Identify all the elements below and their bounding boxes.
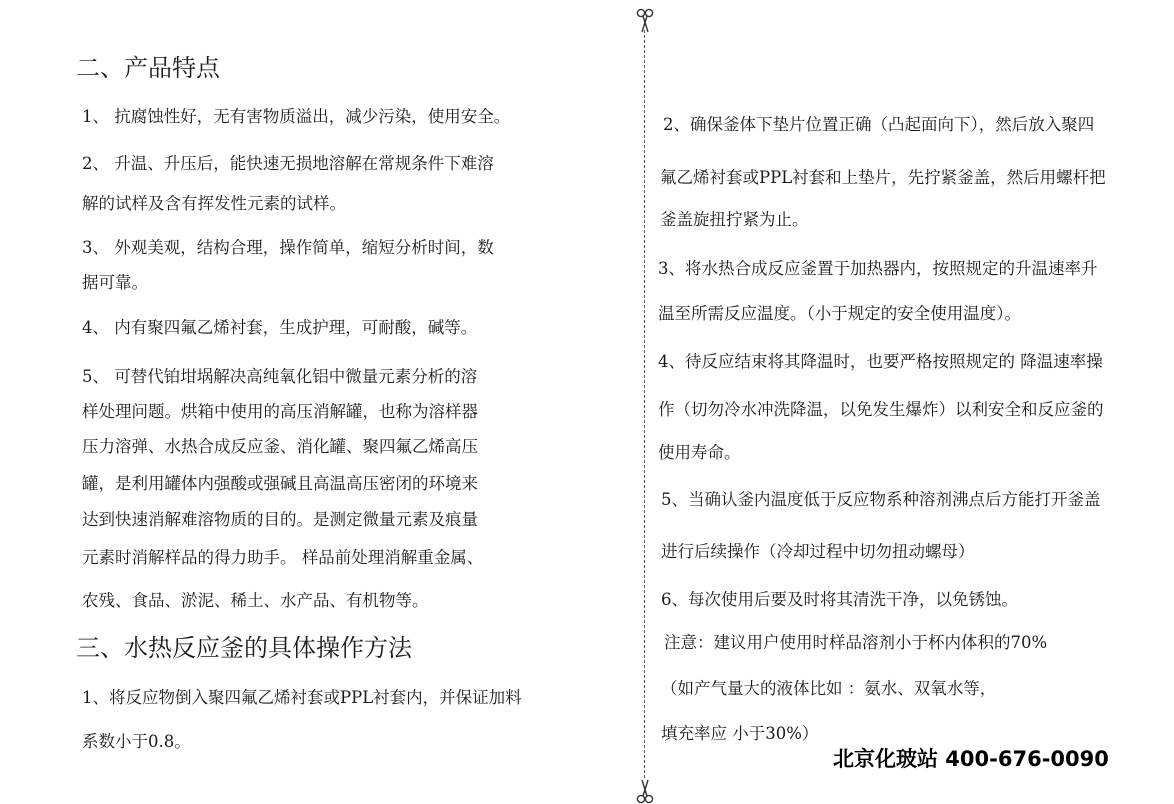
feature-line-5: 5、 可替代铂坩埚解决高纯氧化铝中微量元素分析的溶 <box>82 367 478 386</box>
feature-line-2-cont: 解的试样及含有挥发性元素的试样。 <box>82 194 346 213</box>
note-line-3: 填充率应 小于30%） <box>661 724 819 743</box>
scissors-icon <box>635 778 655 804</box>
feature-line-5-cont-4: 达到快速消解难溶物质的目的。是测定微量元素及痕量 <box>82 510 478 529</box>
feature-line-3-cont: 据可靠。 <box>82 273 148 292</box>
operation-line-3: 3、将水热合成反应釜置于加热器内，按照规定的升温速率升 <box>658 259 1098 278</box>
feature-line-2: 2、 升温、升压后，能快速无损地溶解在常规条件下难溶 <box>82 154 494 173</box>
feature-line-5-cont-2: 压力溶弹、水热合成反应釜、消化罐、聚四氟乙烯高压 <box>82 437 478 456</box>
feature-line-1: 1、 抗腐蚀性好，无有害物质溢出，减少污染，使用安全。 <box>82 107 511 126</box>
operation-line-4-cont-1: 作（切勿冷水冲洗降温，以免发生爆炸）以利安全和反应釜的 <box>658 400 1104 419</box>
note-line-2: （如产气量大的液体比如 ：氨水、双氧水等， <box>661 679 997 698</box>
operation-line-6: 6、每次使用后要及时将其清洗干净，以免锈蚀。 <box>661 590 1018 609</box>
operation-line-5-cont: 进行后续操作（冷却过程中切勿扭动螺母） <box>661 542 975 561</box>
cut-line-divider <box>644 30 645 778</box>
operation-line-2-cont-2: 釜盖旋扭拧紧为止。 <box>660 210 809 229</box>
feature-line-4: 4、 内有聚四氟乙烯衬套，生成护理，可耐酸，碱等。 <box>82 318 478 337</box>
feature-line-5-cont-6: 农残、食品、淤泥、稀土、水产品、有机物等。 <box>82 591 429 610</box>
brand-contact-label: 北京化玻站 400-676-0090 <box>833 747 1109 771</box>
scissors-icon <box>635 8 655 34</box>
operation-line-4-cont-2: 使用寿命。 <box>658 443 741 462</box>
feature-line-5-cont-3: 罐，是利用罐体内强酸或强碱且高温高压密闭的环境来 <box>82 474 478 493</box>
operation-line-4: 4、待反应结束将其降温时，也要严格按照规定的 降温速率操 <box>658 352 1103 371</box>
feature-line-5-cont-5: 元素时消解样品的得力助手。 样品前处理消解重金属、 <box>82 548 484 567</box>
section-title-product-features: 二、产品特点 <box>76 54 220 82</box>
operation-line-1-cont: 系数小于0.8。 <box>82 732 191 751</box>
section-title-operation-method: 三、水热反应釜的具体操作方法 <box>76 634 412 662</box>
feature-line-3: 3、 外观美观，结构合理，操作简单，缩短分析时间，数 <box>82 238 494 257</box>
note-line-1: 注意：建议用户使用时样品溶剂小于杯内体积的70% <box>664 633 1048 652</box>
operation-line-5: 5、当确认釜内温度低于反应物系种溶剂沸点后方能打开釜盖 <box>661 490 1101 509</box>
operation-line-1: 1、将反应物倒入聚四氟乙烯衬套或PPL衬套内，并保证加料 <box>82 688 522 707</box>
operation-line-2-cont-1: 氟乙烯衬套或PPL衬套和上垫片，先拧紧釜盖，然后用螺杆把 <box>660 168 1106 187</box>
operation-line-2: 2、确保釜体下垫片位置正确（凸起面向下），然后放入聚四 <box>663 115 1095 134</box>
operation-line-3-cont: 温至所需反应温度。（小于规定的安全使用温度）。 <box>658 304 1021 323</box>
feature-line-5-cont-1: 样处理问题。烘箱中使用的高压消解罐，也称为溶样器 <box>82 402 478 421</box>
